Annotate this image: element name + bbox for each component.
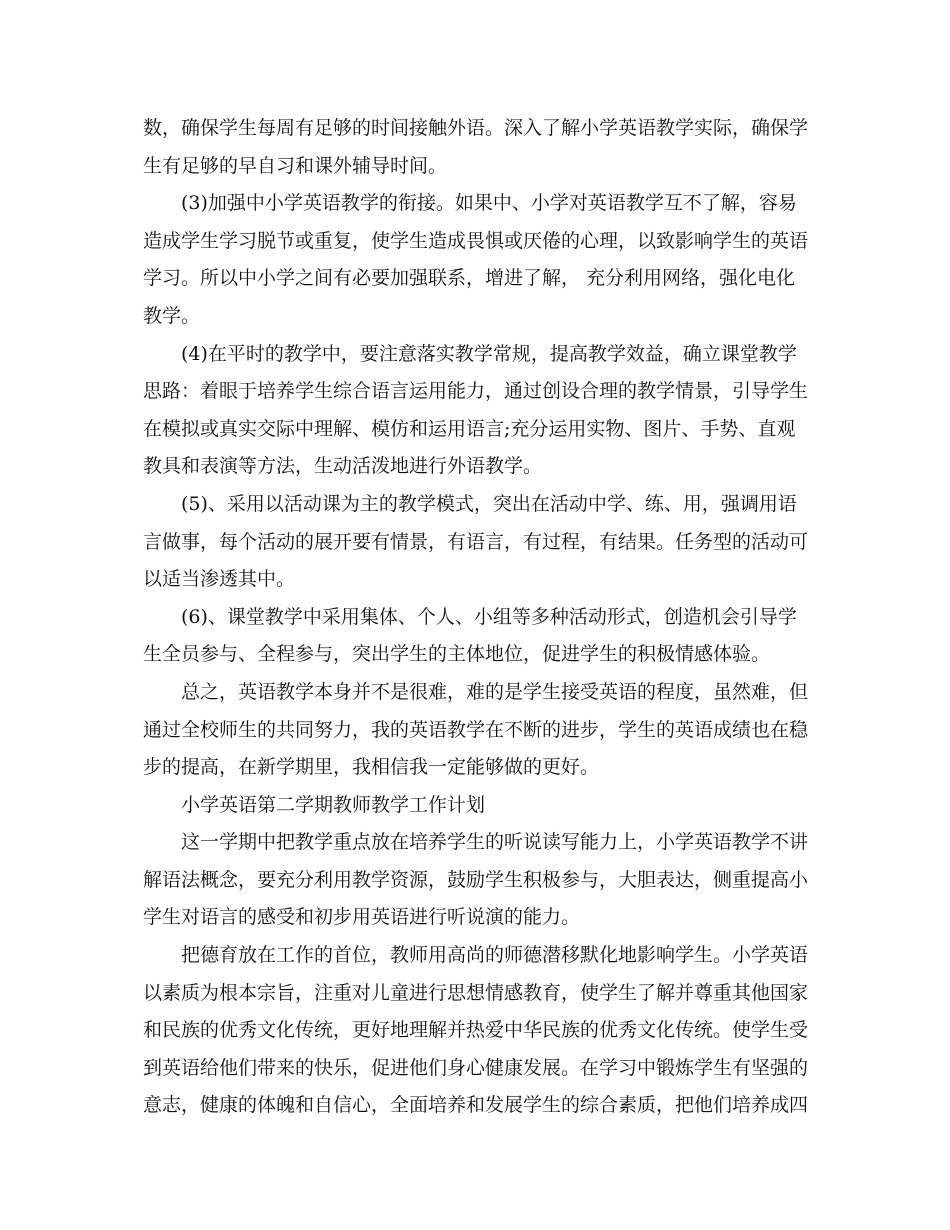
- paragraph-item-5: (5)、采用以活动课为主的教学模式，突出在活动中学、练、用，强调用语言做事，每个活动的展开要有情景，有语言，有过程，有结果。任务型的活动可以适当渗透其中。: [143, 492, 809, 591]
- paragraph-continuation: 数，确保学生每周有足够的时间接触外语。深入了解小学英语教学实际，确保学生有足够的早自习和课外辅导时间。: [143, 117, 809, 177]
- paragraph-conclusion: 总之，英语教学本身并不是很难，难的是学生接受英语的程度，虽然难，但通过全校师生的共同努力，我的英语教学在不断的进步，学生的英语成绩也在稳步的提高，在新学期里，我相信我一定能够做的更好。: [143, 680, 809, 779]
- document-body: [143, 110, 811, 1125]
- paragraph-item-6: (6)、课堂教学中采用集体、个人、小组等多种活动形式，创造机会引导学生全员参与、全程参与，突出学生的主体地位，促进学生的积极情感体验。: [143, 605, 797, 666]
- paragraph-item-4: (4)在平时的教学中，要注意落实教学常规，提高教学效益，确立课堂教学思路：着眼于培养学生综合语言运用能力，通过创设合理的教学情景，引导学生在模拟或真实交际中理解、模仿和运用语言;充分运用实物、图片、手势、直观教具和表演等方法，生动活泼地进行外语教学。: [143, 342, 809, 478]
- paragraph-moral-education: 把德育放在工作的首位，教师用高尚的师德潜移默化地影响学生。小学英语以素质为根本宗旨，注重对儿童进行思想情感教育，使学生了解并尊重其他国家和民族的优秀文化传统，更好地理解并热爱中华民族的优秀文化传统。使学生受到英语给他们带来的快乐，促进他们身心健康发展。在学习中锻炼学生有坚强的意志，健康的体魄和自信心，全面培养和发展学生的综合素质，把他们培养成四: [143, 944, 809, 1117]
- paragraph-plan-intro: 这一学期中把教学重点放在培养学生的听说读写能力上，小学英语教学不讲解语法概念，要充分利用教学资源，鼓励学生积极参与，大胆表达，侧重提高小学生对语言的感受和初步用英语进行听说演的能力。: [143, 831, 809, 929]
- section-heading: 小学英语第二学期教师教学工作计划: [181, 793, 486, 816]
- paragraph-item-3: (3)加强中小学英语教学的衔接。如果中、小学对英语教学互不了解，容易造成学生学习脱节或重复，使学生造成畏惧或厌倦的心理，以致影响学生的英语学习。所以中小学之间有必要加强联系，增进了解， 充分利用网络，强化电化教学。: [143, 192, 809, 327]
